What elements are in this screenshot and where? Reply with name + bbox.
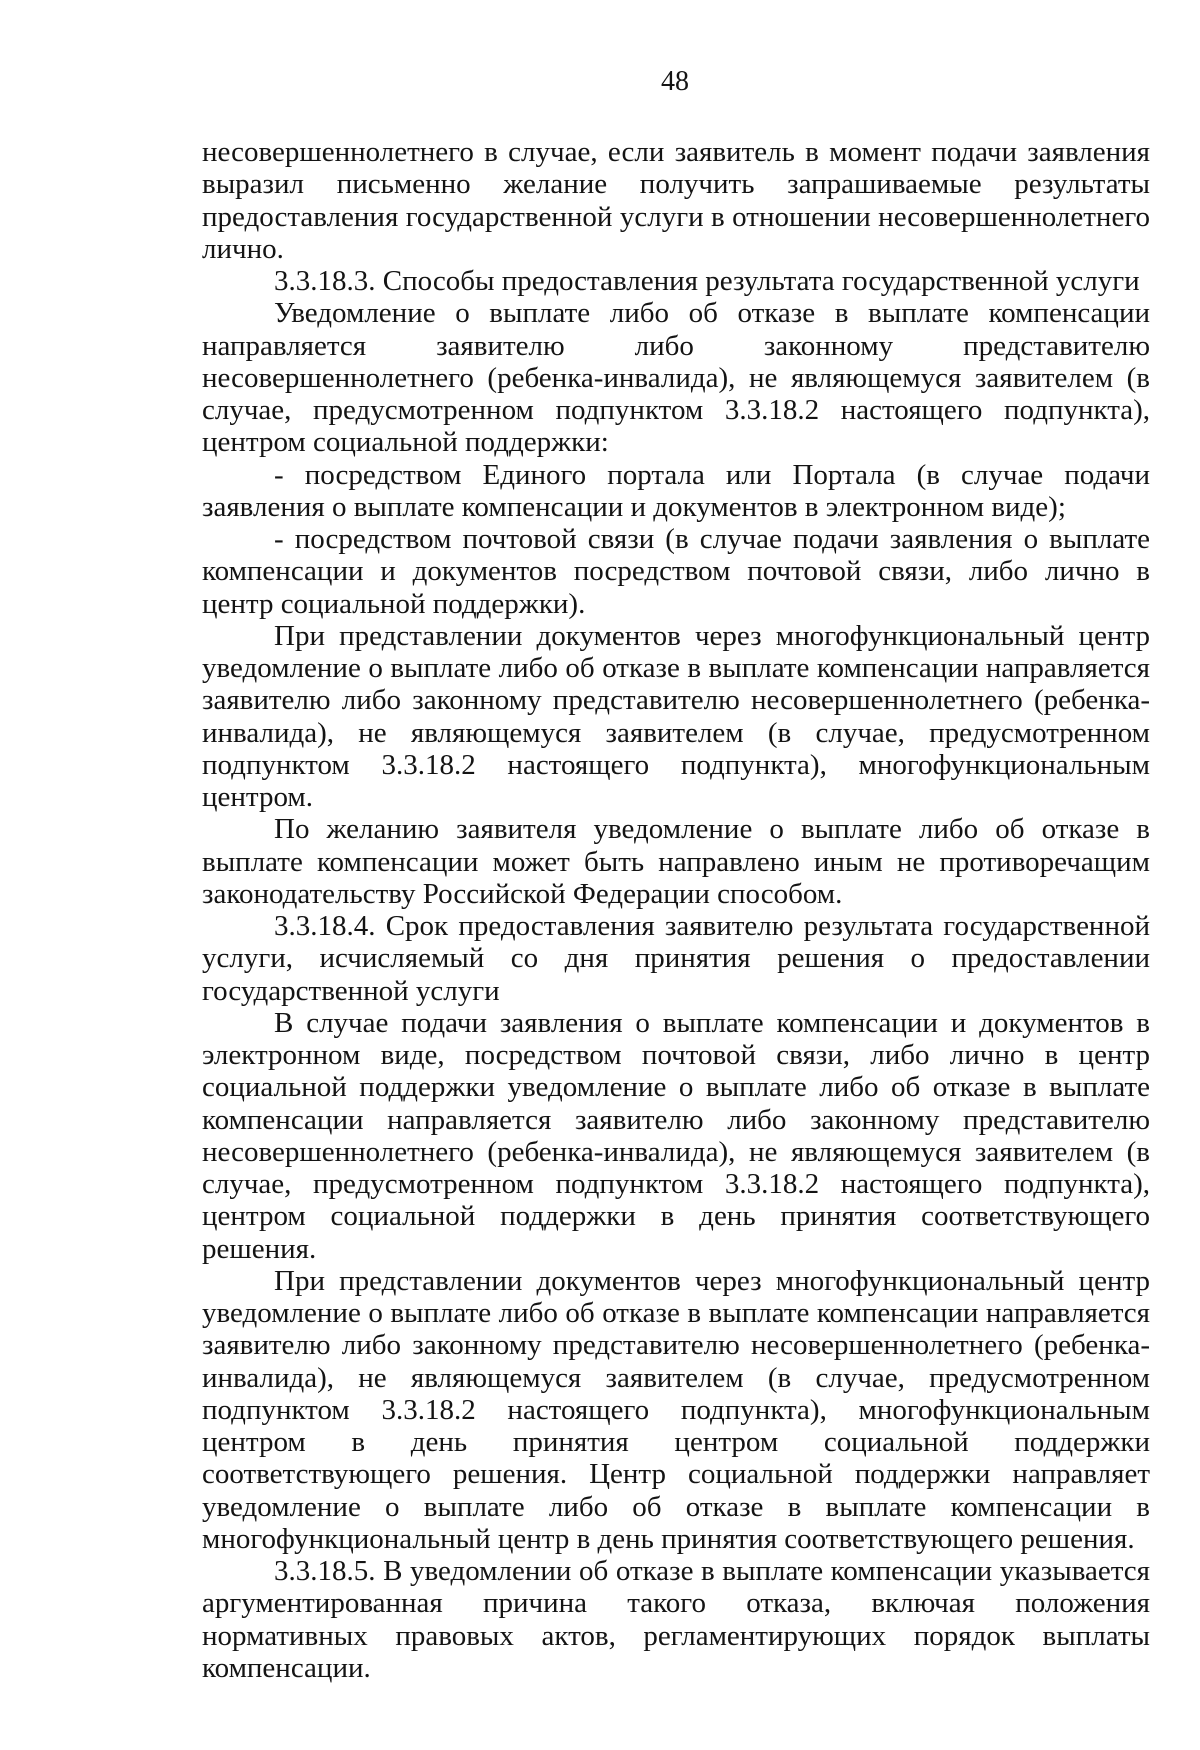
section-heading-3-3-18-5: 3.3.18.5. В уведомлении об отказе в выплате компенсации указывается аргументированная причина такого отказа, включая положения нормативных правовых актов, регламентирующих порядок выплаты компенсации. xyxy=(202,1555,1150,1684)
document-body xyxy=(202,136,1150,1684)
section-heading-3-3-18-3: 3.3.18.3. Способы предоставления результата государственной услуги xyxy=(274,265,1140,297)
list-item-postal: - посредством почтовой связи (в случае подачи заявления о выплате компенсации и документов посредством почтовой связи, либо лично в центр социальной поддержки). xyxy=(202,523,1150,620)
section-heading-3-3-18-4: 3.3.18.4. Срок предоставления заявителю результата государственной услуги, исчисляемый со дня принятия решения о предоставлении государственной услуги xyxy=(202,910,1150,1007)
paragraph-applicant-wish: По желанию заявителя уведомление о выплате либо об отказе в выплате компенсации может быть направлено иным не противоречащим законодательству Российской Федерации способом. xyxy=(202,813,1150,910)
paragraph-continuation: несовершеннолетнего в случае, если заявитель в момент подачи заявления выразил письменно желание получить запрашиваемые результаты предоставления государственной услуги в отношении несовершеннолетнего лично. xyxy=(202,136,1150,265)
paragraph-mfc: При представлении документов через многофункциональный центр уведомление о выплате либо об отказе в выплате компенсации направляется заявителю либо законному представителю несовершеннолетнего (ребенка-инвалида), не являющемуся заявителем (в случае, предусмотренном подпунктом 3.3.18.2 настоящего подпункта), многофункциональным центром. xyxy=(202,619,1150,813)
paragraph-electronic-submission: В случае подачи заявления о выплате компенсации и документов в электронном виде, посредством почтовой связи, либо лично в центр социальной поддержки уведомление о выплате либо об отказе в выплате компенсации направляется заявителю либо законному представителю несовершеннолетнего (ребенка-инвалида), не являющемуся заявителем (в случае, предусмотренном подпунктом 3.3.18.2 настоящего подпункта), центром социальной поддержки в день принятия соответствующего решения. xyxy=(202,1006,1150,1265)
page-number: 48 xyxy=(661,66,689,97)
paragraph-notification: Уведомление о выплате либо об отказе в выплате компенсации направляется заявителю либо законному представителю несовершеннолетнего (ребенка-инвалида), не являющемуся заявителем (в случае, предусмотренном подпунктом 3.3.18.2 настоящего подпункта), центром социальной поддержки: xyxy=(202,297,1150,459)
list-item-portal: - посредством Единого портала или Портала (в случае подачи заявления о выплате компенсации и документов в электронном виде); xyxy=(202,458,1150,523)
paragraph-mfc-deadline: При представлении документов через многофункциональный центр уведомление о выплате либо об отказе в выплате компенсации направляется заявителю либо законному представителю несовершеннолетнего (ребенка-инвалида), не являющемуся заявителем (в случае, предусмотренном подпунктом 3.3.18.2 настоящего подпункта), многофункциональным центром в день принятия центром социальной поддержки соответствующего решения. Центр социальной поддержки направляет уведомление о выплате либо об отказе в выплате компенсации в многофункциональный центр в день принятия соответствующего решения. xyxy=(202,1264,1150,1555)
